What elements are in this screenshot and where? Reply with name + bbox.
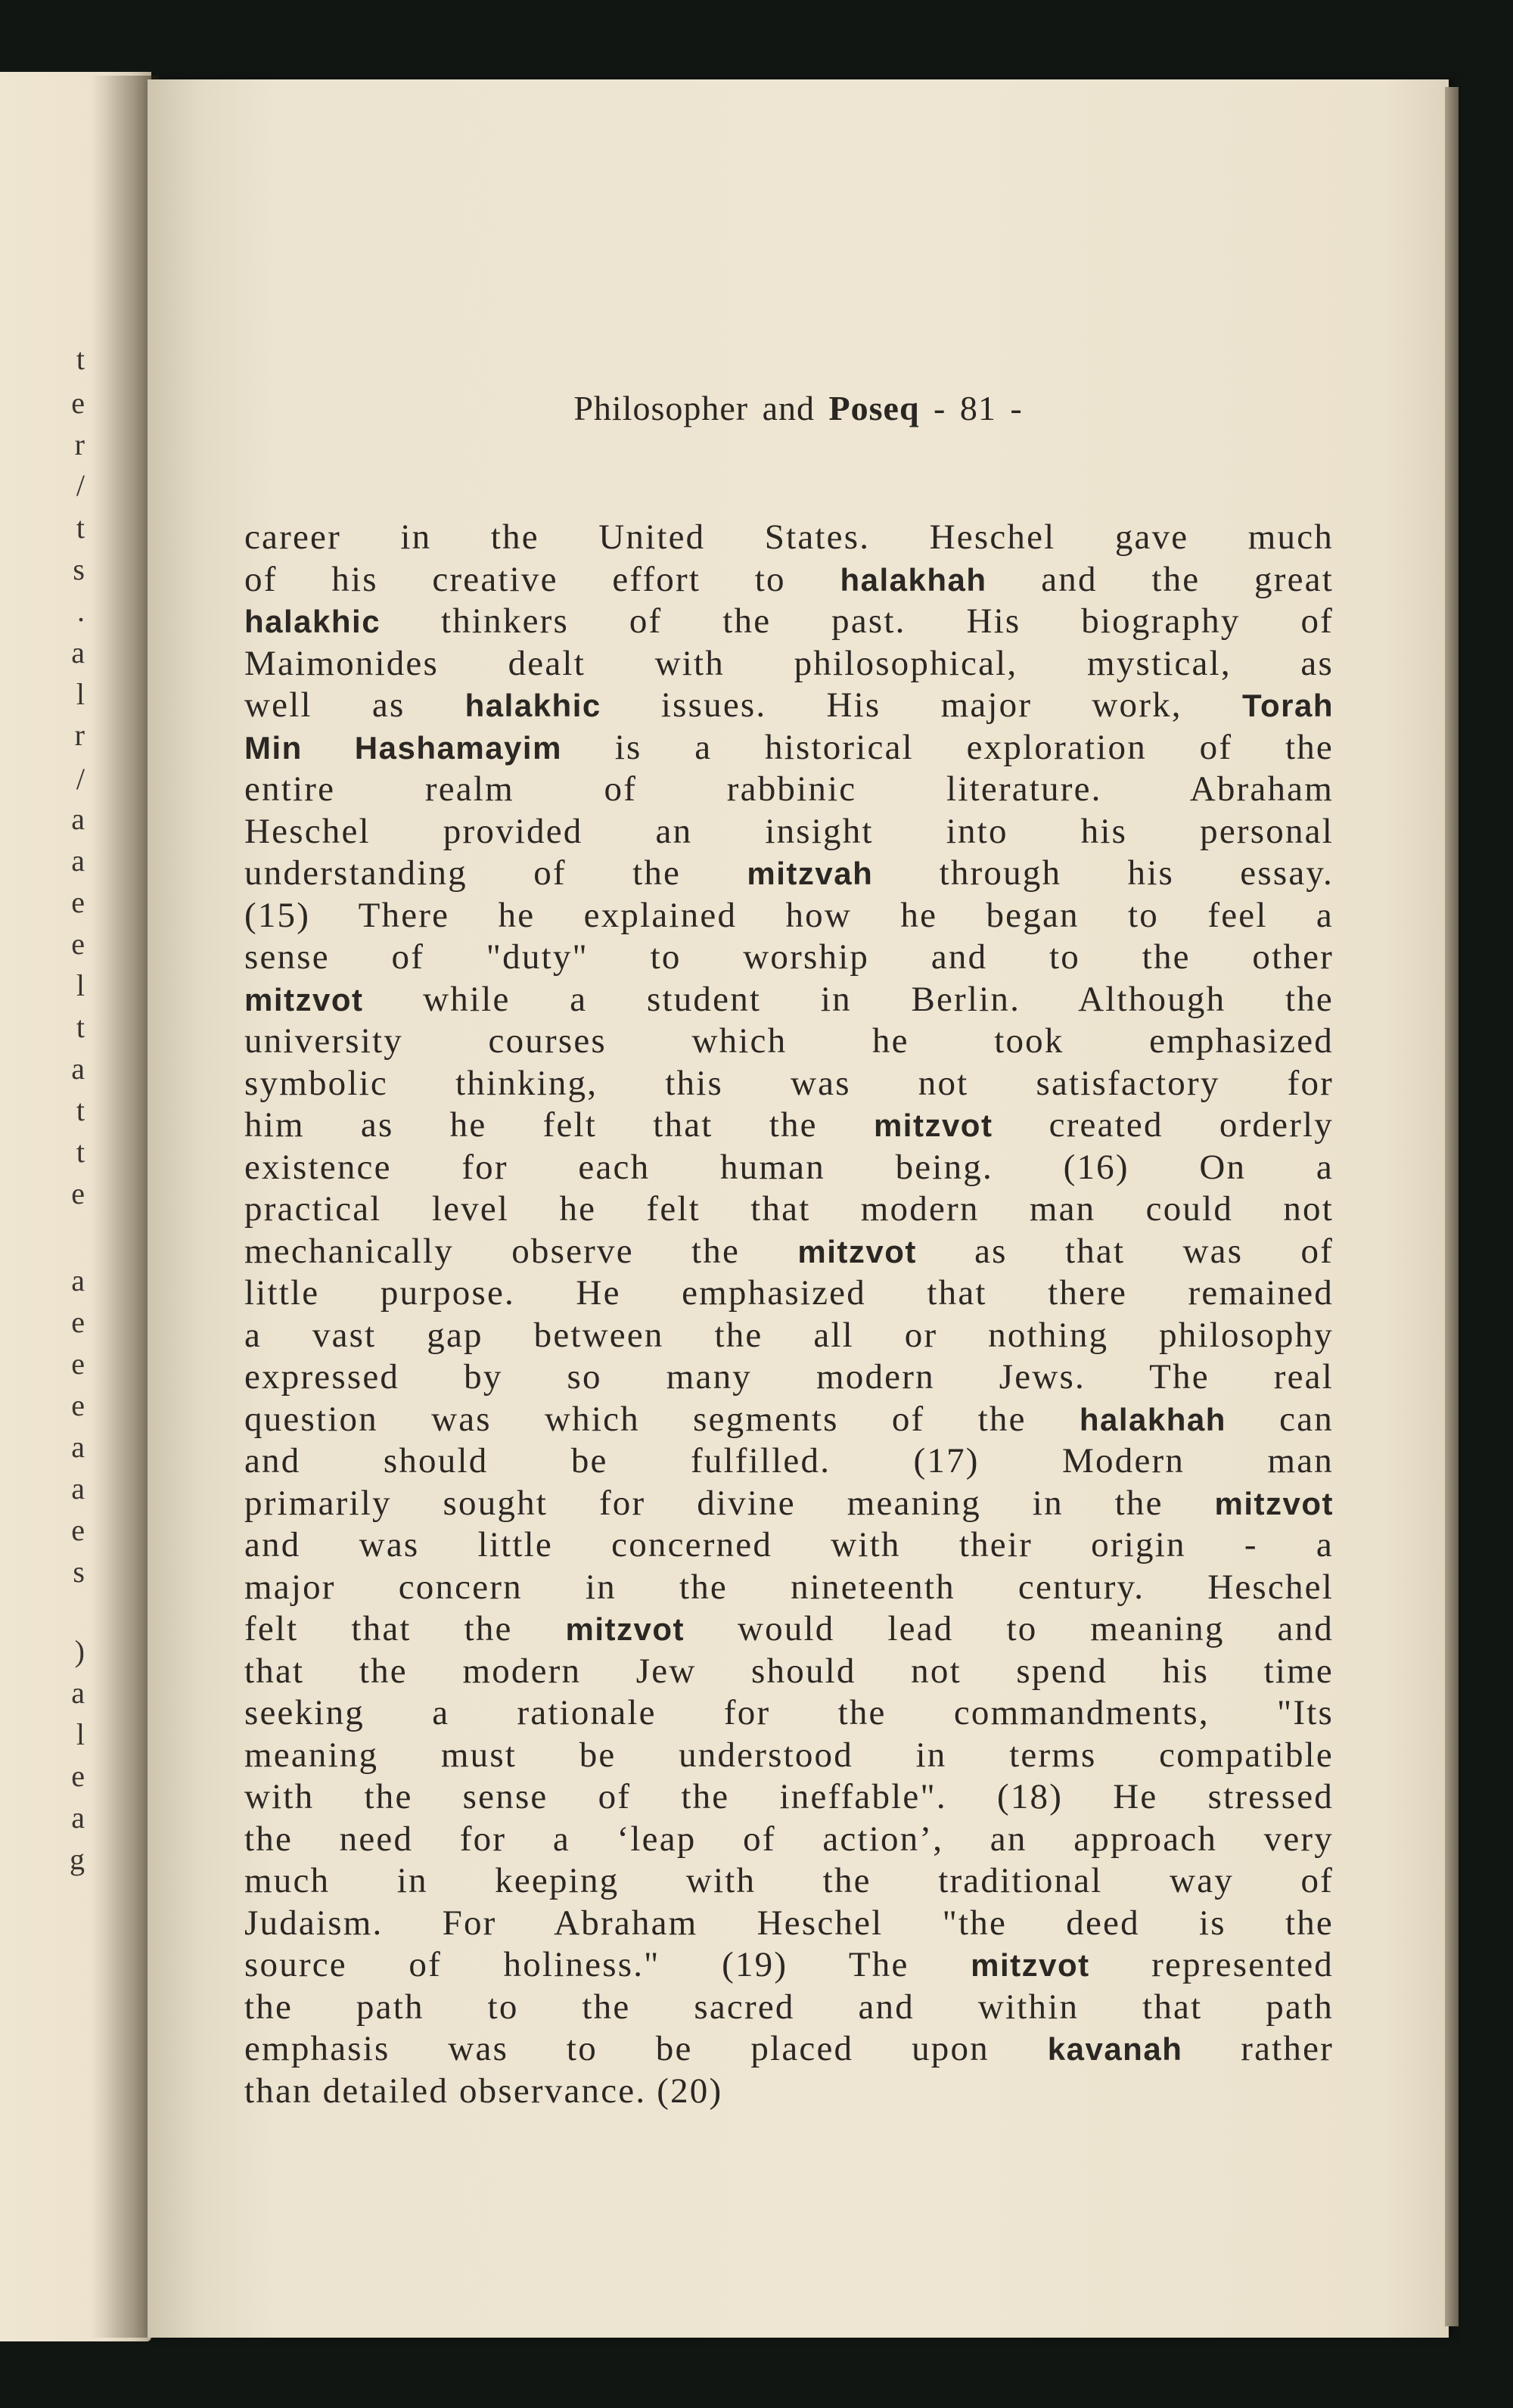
text-line [244,1735,1334,1777]
text-run: and was little concerned with their origin - a [244,1525,1334,1564]
text-run: meaning must be understood in terms compatible [244,1735,1334,1775]
text-run: issues. His major work, [601,685,1242,725]
edge-glyph: a [71,635,85,670]
text-run: understanding of the [244,853,747,893]
bold-term: mitzvot [244,981,364,1018]
bold-term: mitzvah [747,856,874,891]
edge-glyph: t [76,1093,85,1127]
text-run: and the great [986,559,1334,599]
edge-glyph: e [71,1176,85,1210]
edge-glyph: a [71,844,85,878]
text-line [244,1651,1334,1693]
edge-glyph: t [76,1010,85,1044]
text-line [244,1399,1334,1441]
edge-glyph: ) [74,1634,85,1668]
edge-glyph: s [73,552,85,586]
text-run: career in the United States. Heschel gave much [244,517,1334,557]
text-line [244,1356,1334,1399]
bold-term: kavanah [1047,2031,1183,2067]
page-number: - 81 - [934,389,1023,427]
text-run: that the modern Jew should not spend his time [244,1651,1334,1691]
text-run: Judaism. For Abraham Heschel "the deed is the [244,1903,1334,1943]
text-line [244,1860,1334,1903]
body-paragraph [244,517,1334,2112]
edge-glyph: a [71,1430,85,1464]
edge-glyph: / [76,762,85,796]
text-run: would lead to meaning and [685,1609,1334,1648]
bold-term: mitzvot [565,1611,685,1647]
text-run: created orderly [993,1105,1334,1145]
text-run: sense of "duty" to worship and to the other [244,937,1334,977]
bold-term: halakhah [1079,1401,1226,1437]
text-run: through his essay. [873,853,1334,893]
text-line [244,2071,1334,2113]
edge-glyph: a [71,1263,85,1297]
text-run: emphasis was to be placed upon [244,2029,1048,2068]
text-run: symbolic thinking, this was not satisfactory for [244,1063,1334,1103]
text-run: is a historical exploration of the [561,727,1334,767]
text-line [244,2028,1334,2071]
text-run: rather [1182,2029,1334,2068]
text-line [244,685,1334,727]
edge-glyph: e [71,386,85,420]
edge-glyph: a [71,1052,85,1086]
text-line [244,811,1334,853]
text-run: the path to the sacred and within that path [244,1987,1334,2027]
running-head-title: Philosopher and [573,389,816,427]
text-line [244,1944,1334,1987]
text-run: well as [244,685,465,725]
edge-glyph: e [71,1347,85,1381]
text-run: question was which segments of the [244,1399,1080,1439]
text-run: him as he felt that the [244,1105,874,1145]
right-page [148,79,1449,2338]
text-run: than detailed observance. (20) [244,2071,723,2111]
edge-glyph: t [76,511,85,545]
text-run: expressed by so many modern Jews. The real [244,1357,1334,1397]
text-run: while a student in Berlin. Although the [363,979,1334,1019]
text-line [244,769,1334,811]
edge-glyph: l [76,1717,85,1751]
text-line [244,559,1334,601]
text-line [244,1692,1334,1735]
text-line [244,1903,1334,1945]
text-line [244,1272,1334,1315]
edge-glyph: r [74,718,85,752]
bold-term: mitzvot [971,1947,1090,1983]
edge-glyph: . [77,594,85,628]
text-line [244,601,1334,643]
text-run: entire realm of rabbinic literature. Abraham [244,769,1334,809]
text-line [244,1063,1334,1105]
edge-glyph: t [76,1135,85,1169]
text-run: represented [1089,1945,1334,1984]
text-line [244,643,1334,685]
left-page-edge-text [62,72,85,2341]
text-run: with the sense of the ineffable". (18) He stressed [244,1777,1334,1816]
text-line [244,1021,1334,1063]
text-run: primarily sought for divine meaning in the [244,1483,1215,1523]
edge-glyph: e [71,927,85,961]
text-run: seeking a rationale for the commandments, "Its [244,1693,1334,1732]
text-line [244,1608,1334,1651]
bold-term: halakhah [840,561,987,598]
right-page-edge [1445,87,1459,2326]
text-line [244,727,1334,769]
running-head [148,388,1449,428]
text-line [244,1147,1334,1189]
text-line [244,853,1334,895]
text-run: little purpose. He emphasized that there remained [244,1273,1334,1313]
text-line [244,1567,1334,1609]
edge-glyph: e [71,1388,85,1422]
edge-glyph: / [76,468,85,502]
bold-term: Min Hashamayim [244,729,562,766]
edge-glyph: g [70,1842,85,1876]
text-run: university courses which he took emphasized [244,1021,1334,1061]
bold-term: halakhic [244,604,381,639]
edge-glyph: e [71,885,85,919]
edge-glyph: a [71,1676,85,1710]
edge-glyph: e [71,1759,85,1793]
text-run: and should be fulfilled. (17) Modern man [244,1441,1334,1481]
edge-glyph: l [76,968,85,1002]
text-line [244,1105,1334,1147]
text-line [244,979,1334,1021]
running-head-title-bold: Poseq [828,389,920,427]
bold-term: Torah [1241,688,1334,723]
text-run: existence for each human being. (16) On a [244,1147,1334,1187]
text-run: Maimonides dealt with philosophical, mystical, as [244,643,1334,683]
text-run: Heschel provided an insight into his personal [244,811,1334,851]
text-line [244,1440,1334,1483]
edge-glyph: a [71,1471,85,1505]
text-run: (15) There he explained how he began to feel a [244,895,1334,935]
text-run: can [1226,1399,1334,1439]
text-run: as that was of [916,1231,1334,1271]
bold-term: mitzvot [873,1108,993,1143]
edge-glyph: s [73,1555,85,1589]
text-run: major concern in the nineteenth century. Heschel [244,1567,1334,1607]
bold-term: mitzvot [797,1233,917,1269]
text-line [244,1315,1334,1357]
bold-term: mitzvot [1214,1485,1334,1521]
text-run: mechanically observe the [244,1231,798,1271]
text-line [244,1231,1334,1273]
text-line [244,895,1334,937]
edge-glyph: a [71,802,85,836]
edge-glyph: l [76,677,85,711]
text-run: of his creative effort to [244,559,840,599]
text-line [244,1483,1334,1525]
bold-term: halakhic [464,688,601,723]
text-line [244,517,1334,559]
text-line [244,937,1334,979]
text-run: a vast gap between the all or nothing philosophy [244,1315,1334,1355]
text-run: much in keeping with the traditional way of [244,1861,1334,1900]
edge-glyph: t [76,342,85,376]
edge-glyph: a [71,1801,85,1835]
text-line [244,1987,1334,2029]
text-run: practical level he felt that modern man could not [244,1189,1334,1229]
edge-glyph: e [71,1513,85,1547]
text-line [244,1776,1334,1819]
text-line [244,1819,1334,1861]
edge-glyph: r [74,427,85,461]
text-run: the need for a ‘leap of action’, an approach very [244,1819,1334,1859]
text-run: thinkers of the past. His biography of [381,601,1334,641]
text-run: felt that the [244,1609,566,1648]
edge-glyph: e [71,1305,85,1339]
text-run: source of holiness." (19) The [244,1945,971,1984]
text-line [244,1524,1334,1567]
text-line [244,1188,1334,1231]
